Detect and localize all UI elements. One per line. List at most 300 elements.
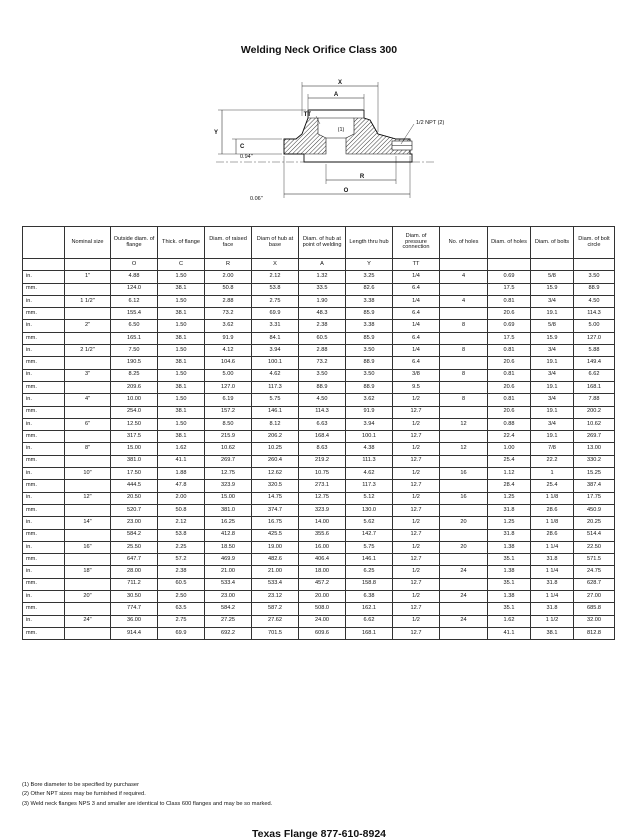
table-cell: 20	[440, 541, 488, 553]
table-cell: 6.12	[111, 295, 158, 307]
table-cell: 24	[440, 566, 488, 578]
table-cell: 1.38	[488, 591, 531, 603]
note-1: (1) Bore diameter to be specified by purchaser	[22, 782, 139, 788]
table-cell: in.	[23, 418, 65, 430]
table-cell: 584.2	[111, 529, 158, 541]
table-cell: 24.00	[299, 615, 346, 627]
table-cell: 387.4	[574, 480, 615, 492]
table-cell: 533.4	[252, 578, 299, 590]
table-cell: 35.1	[488, 554, 531, 566]
table-cell: 355.6	[299, 529, 346, 541]
table-cell: 711.2	[111, 578, 158, 590]
table-cell: Thick. of flange	[158, 227, 205, 259]
notes	[22, 781, 272, 809]
table-cell: 33.5	[299, 283, 346, 295]
table-cell: 88.9	[346, 381, 393, 393]
table-cell: 8.25	[111, 369, 158, 381]
table-row	[23, 295, 615, 307]
table-cell: 2.25	[158, 541, 205, 553]
table-row	[23, 406, 615, 418]
table-cell: 22.50	[574, 541, 615, 553]
table-cell: 91.9	[346, 406, 393, 418]
dim-label-tt: TT	[303, 112, 311, 118]
table-cell: 12	[440, 443, 488, 455]
table-cell: 533.4	[205, 578, 252, 590]
table-cell: Length thru hub	[346, 227, 393, 259]
table-row	[23, 320, 615, 332]
table-cell	[65, 480, 111, 492]
table-cell: 18"	[65, 566, 111, 578]
table-cell: 12.75	[299, 492, 346, 504]
table-cell: 17.5	[488, 283, 531, 295]
table-cell: 12.7	[393, 455, 440, 467]
table-row	[23, 517, 615, 529]
table-cell: 5.00	[574, 320, 615, 332]
table-cell: 27.25	[205, 615, 252, 627]
table-cell	[531, 259, 574, 271]
table-cell: 12.62	[252, 468, 299, 480]
table-cell: 3.38	[346, 295, 393, 307]
table-cell: 82.6	[346, 283, 393, 295]
dim-label-y: Y	[213, 130, 218, 136]
table-cell: 3.50	[346, 345, 393, 357]
table-cell: 2.50	[158, 591, 205, 603]
table-cell: 209.6	[111, 381, 158, 393]
table-cell: mm.	[23, 283, 65, 295]
table-cell: A	[299, 259, 346, 271]
table-cell: 91.9	[205, 332, 252, 344]
table-cell: 31.8	[488, 529, 531, 541]
table-cell	[440, 381, 488, 393]
table-cell: 19.1	[531, 357, 574, 369]
flange-diagram	[196, 76, 446, 206]
table-cell: 20.25	[574, 517, 615, 529]
table-cell: 146.1	[346, 554, 393, 566]
table-row	[23, 529, 615, 541]
table-cell: 469.9	[205, 554, 252, 566]
table-cell: 104.6	[205, 357, 252, 369]
table-cell: 12.7	[393, 406, 440, 418]
table-cell	[440, 259, 488, 271]
table-cell: 628.7	[574, 578, 615, 590]
table-row	[23, 468, 615, 480]
table-cell: 1.38	[488, 566, 531, 578]
table-row	[23, 443, 615, 455]
table-cell: 412.8	[205, 529, 252, 541]
table-cell: 10.00	[111, 394, 158, 406]
table-cell: 190.5	[111, 357, 158, 369]
table-cell: 206.2	[252, 431, 299, 443]
table-cell: 1	[531, 468, 574, 480]
table-cell: 1 1/4	[531, 591, 574, 603]
table-cell: 3/4	[531, 369, 574, 381]
table-cell: 57.2	[158, 554, 205, 566]
table-cell: 320.5	[252, 480, 299, 492]
table-cell	[440, 357, 488, 369]
table-cell: 18.00	[299, 566, 346, 578]
table-cell: 38.1	[158, 406, 205, 418]
table-cell: 1.62	[488, 615, 531, 627]
table-row	[23, 345, 615, 357]
table-cell: 457.2	[299, 578, 346, 590]
table-cell: R	[205, 259, 252, 271]
table-cell: 27.00	[574, 591, 615, 603]
table-cell: 260.4	[252, 455, 299, 467]
table-cell: 1/4	[393, 295, 440, 307]
table-cell: 1 1/4	[531, 566, 574, 578]
table-cell: in.	[23, 517, 65, 529]
table-cell: 36.00	[111, 615, 158, 627]
table-cell: 48.3	[299, 308, 346, 320]
table-row	[23, 332, 615, 344]
table-cell: 8	[440, 369, 488, 381]
table-cell: 35.1	[488, 578, 531, 590]
table-cell: 812.8	[574, 627, 615, 639]
table-cell: 587.2	[252, 603, 299, 615]
table-cell: 215.9	[205, 431, 252, 443]
table-cell: 4.62	[252, 369, 299, 381]
table-cell: 69.9	[158, 627, 205, 639]
table-cell: 111.3	[346, 455, 393, 467]
table-cell: 53.8	[252, 283, 299, 295]
table-cell: 25.4	[531, 480, 574, 492]
table-cell: 18.50	[205, 541, 252, 553]
table-cell: 30.50	[111, 591, 158, 603]
table-cell: in.	[23, 492, 65, 504]
table-cell: Nominal size	[65, 227, 111, 259]
table-cell	[65, 308, 111, 320]
table-cell: 12.7	[393, 627, 440, 639]
table-cell: 6.38	[346, 591, 393, 603]
table-row	[23, 492, 615, 504]
table-cell	[440, 455, 488, 467]
table-cell: 4"	[65, 394, 111, 406]
table-cell: 20.6	[488, 406, 531, 418]
table-cell: 35.1	[488, 603, 531, 615]
table-cell: No. of holes	[440, 227, 488, 259]
table-cell: 1.00	[488, 443, 531, 455]
table-header-row	[23, 227, 615, 259]
dim-label-bore: (1)	[337, 127, 345, 133]
table-cell	[440, 283, 488, 295]
table-cell: 3/4	[531, 345, 574, 357]
table-cell: 127.0	[574, 332, 615, 344]
table-cell: 53.8	[158, 529, 205, 541]
table-cell: 1.50	[158, 320, 205, 332]
table-cell	[23, 259, 65, 271]
dim-label-094: 0.94"	[240, 154, 253, 160]
table-cell: 20	[440, 517, 488, 529]
table-cell: 157.2	[205, 406, 252, 418]
table-cell: 6.4	[393, 357, 440, 369]
table-cell: 14.75	[252, 492, 299, 504]
table-cell: 24.75	[574, 566, 615, 578]
table-cell: 584.2	[205, 603, 252, 615]
table-cell: 124.0	[111, 283, 158, 295]
table-cell	[65, 283, 111, 295]
table-cell: 12.7	[393, 554, 440, 566]
table-cell: 0.69	[488, 320, 531, 332]
table-cell: 24	[440, 591, 488, 603]
table-cell: 4.50	[299, 394, 346, 406]
table-cell: 12"	[65, 492, 111, 504]
table-cell	[65, 578, 111, 590]
table-cell: 10"	[65, 468, 111, 480]
table-cell: 3.62	[346, 394, 393, 406]
table-cell: 269.7	[205, 455, 252, 467]
table-cell: in.	[23, 271, 65, 283]
table-cell	[440, 578, 488, 590]
table-cell: 4.50	[574, 295, 615, 307]
table-cell: 7.50	[111, 345, 158, 357]
table-cell	[440, 504, 488, 516]
table-cell: 482.6	[252, 554, 299, 566]
table-cell: 0.88	[488, 418, 531, 430]
table-cell: 8	[440, 345, 488, 357]
table-cell: 444.5	[111, 480, 158, 492]
table-cell: 609.6	[299, 627, 346, 639]
table-cell: 10.75	[299, 468, 346, 480]
table-cell: 571.5	[574, 554, 615, 566]
table-cell: 6.63	[299, 418, 346, 430]
table-cell: 50.8	[205, 283, 252, 295]
table-cell: 2.75	[158, 615, 205, 627]
table-cell: 8	[440, 320, 488, 332]
table-cell: 330.2	[574, 455, 615, 467]
table-cell: mm.	[23, 357, 65, 369]
table-cell: 50.8	[158, 504, 205, 516]
table-cell: 4.12	[205, 345, 252, 357]
table-cell: 2.00	[158, 492, 205, 504]
table-cell: 100.1	[252, 357, 299, 369]
table-cell: 162.1	[346, 603, 393, 615]
table-cell: 1"	[65, 271, 111, 283]
table-cell: 3.94	[346, 418, 393, 430]
table-cell: 2"	[65, 320, 111, 332]
table-cell: 254.0	[111, 406, 158, 418]
table-cell: 8.50	[205, 418, 252, 430]
table-cell: 10.25	[252, 443, 299, 455]
table-row	[23, 591, 615, 603]
table-cell: 3.50	[346, 369, 393, 381]
table-cell: mm.	[23, 603, 65, 615]
table-cell	[65, 332, 111, 344]
table-cell: 28.4	[488, 480, 531, 492]
dim-label-o: O	[343, 188, 349, 194]
table-cell: 1/4	[393, 345, 440, 357]
table-cell	[65, 627, 111, 639]
table-cell: Diam. of bolts	[531, 227, 574, 259]
note-2: (2) Other NPT sizes may be furnished if required.	[22, 791, 146, 798]
table-cell: 15.00	[205, 492, 252, 504]
table-cell: 25.50	[111, 541, 158, 553]
table-cell	[65, 357, 111, 369]
table-cell: 3/4	[531, 295, 574, 307]
table-cell: 84.1	[252, 332, 299, 344]
table-cell: 127.0	[205, 381, 252, 393]
table-cell: mm.	[23, 431, 65, 443]
table-cell: 4.62	[346, 468, 393, 480]
table-cell: 12.7	[393, 480, 440, 492]
table-cell: in.	[23, 566, 65, 578]
table-cell: 28.6	[531, 504, 574, 516]
table-cell: 20.00	[299, 591, 346, 603]
table-cell: 1 1/2	[531, 615, 574, 627]
table-cell: 1/4	[393, 271, 440, 283]
table-cell: 16.75	[252, 517, 299, 529]
table-cell: 6.62	[346, 615, 393, 627]
table-cell: 38.1	[158, 357, 205, 369]
table-cell	[65, 259, 111, 271]
table-cell: 2.00	[205, 271, 252, 283]
table-cell: 14"	[65, 517, 111, 529]
table-cell: 3.94	[252, 345, 299, 357]
table-cell: 114.3	[574, 308, 615, 320]
table-row	[23, 480, 615, 492]
table-cell: 60.5	[158, 578, 205, 590]
table-row	[23, 566, 615, 578]
table-cell	[574, 259, 615, 271]
table-cell: 3.50	[574, 271, 615, 283]
table-cell	[488, 259, 531, 271]
table-cell: 406.4	[299, 554, 346, 566]
table-cell: 0.81	[488, 369, 531, 381]
table-cell	[440, 529, 488, 541]
table-cell: 7.88	[574, 394, 615, 406]
table-cell: 31.8	[531, 554, 574, 566]
table-cell: 28.00	[111, 566, 158, 578]
table-cell: 3"	[65, 369, 111, 381]
table-cell: 21.00	[205, 566, 252, 578]
table-cell: 20.6	[488, 381, 531, 393]
table-cell: in.	[23, 320, 65, 332]
table-cell: mm.	[23, 627, 65, 639]
table-cell: 450.9	[574, 504, 615, 516]
table-cell: 1.12	[488, 468, 531, 480]
table-cell: mm.	[23, 504, 65, 516]
table-cell: 5.75	[252, 394, 299, 406]
table-cell: 1/2	[393, 591, 440, 603]
table-cell: 8.12	[252, 418, 299, 430]
table-cell: 1 1/8	[531, 492, 574, 504]
table-cell: in.	[23, 394, 65, 406]
table-cell: 2.12	[252, 271, 299, 283]
table-cell: 168.1	[346, 627, 393, 639]
table-cell: mm.	[23, 529, 65, 541]
table-cell: 38.1	[158, 283, 205, 295]
table-cell: 1.25	[488, 517, 531, 529]
table-cell: mm.	[23, 554, 65, 566]
table-cell: 1.62	[158, 443, 205, 455]
table-cell: 12.75	[205, 468, 252, 480]
table-cell: 16	[440, 468, 488, 480]
table-cell: 5.62	[346, 517, 393, 529]
table-cell: 1.50	[158, 418, 205, 430]
table-cell: 514.4	[574, 529, 615, 541]
dim-label-r: R	[359, 174, 365, 180]
table-cell: 3.50	[299, 369, 346, 381]
dim-label-006: 0.06"	[250, 196, 263, 202]
table-cell: 117.3	[346, 480, 393, 492]
table-cell: 1.50	[158, 394, 205, 406]
table-cell: 142.7	[346, 529, 393, 541]
table-cell: 701.5	[252, 627, 299, 639]
table-cell: Diam. of hub at point of welding	[299, 227, 346, 259]
table-cell: 1.25	[488, 492, 531, 504]
table-cell	[23, 227, 65, 259]
table-cell: 10.62	[574, 418, 615, 430]
table-cell: 692.2	[205, 627, 252, 639]
table-cell: 25.4	[488, 455, 531, 467]
table-cell: 19.1	[531, 308, 574, 320]
table-cell: 0.81	[488, 394, 531, 406]
table-cell: 1/2	[393, 492, 440, 504]
table-cell: 165.1	[111, 332, 158, 344]
table-cell	[440, 480, 488, 492]
table-cell: 520.7	[111, 504, 158, 516]
table-cell: 8	[440, 394, 488, 406]
table-cell: 10.62	[205, 443, 252, 455]
table-cell: 20.50	[111, 492, 158, 504]
table-cell: 5/8	[531, 320, 574, 332]
table-cell: 200.2	[574, 406, 615, 418]
table-cell: 23.12	[252, 591, 299, 603]
table-cell	[440, 431, 488, 443]
table-cell: 6.4	[393, 308, 440, 320]
table-row	[23, 541, 615, 553]
table-cell	[440, 554, 488, 566]
table-row	[23, 627, 615, 639]
table-row	[23, 615, 615, 627]
table-cell: 88.9	[346, 357, 393, 369]
table-cell: 38.1	[158, 308, 205, 320]
table-cell: 1/2	[393, 443, 440, 455]
table-cell: 5.00	[205, 369, 252, 381]
table-cell: 4.88	[111, 271, 158, 283]
note-3: (3) Weld neck flanges NPS 3 and smaller are identical to Class 600 flanges and may be so marked.	[22, 800, 273, 807]
table-cell: 5.12	[346, 492, 393, 504]
table-cell: 41.1	[158, 455, 205, 467]
table-cell: 31.8	[488, 504, 531, 516]
table-cell: mm.	[23, 578, 65, 590]
table-cell: O	[111, 259, 158, 271]
table-cell: Diam. of raised face	[205, 227, 252, 259]
table-cell: Diam. of pressure connection	[393, 227, 440, 259]
table-cell: 374.7	[252, 504, 299, 516]
table-cell: 914.4	[111, 627, 158, 639]
table-cell: 5.88	[574, 345, 615, 357]
table-cell: 14.00	[299, 517, 346, 529]
table-cell: 31.8	[531, 603, 574, 615]
table-cell: 0.69	[488, 271, 531, 283]
table-cell: 1.38	[488, 541, 531, 553]
table-cell: 19.1	[531, 431, 574, 443]
table-cell	[65, 431, 111, 443]
table-cell: mm.	[23, 406, 65, 418]
table-cell: 4.38	[346, 443, 393, 455]
table-cell: 1/2	[393, 566, 440, 578]
table-row	[23, 369, 615, 381]
table-cell: 5.75	[346, 541, 393, 553]
table-cell: 88.9	[574, 283, 615, 295]
table-cell: 4	[440, 271, 488, 283]
table-cell: 20"	[65, 591, 111, 603]
table-row	[23, 418, 615, 430]
dim-label-x: X	[337, 80, 343, 86]
table-cell: 1 1/4	[531, 541, 574, 553]
table-cell: 1.88	[158, 468, 205, 480]
dim-label-a: A	[333, 92, 339, 98]
